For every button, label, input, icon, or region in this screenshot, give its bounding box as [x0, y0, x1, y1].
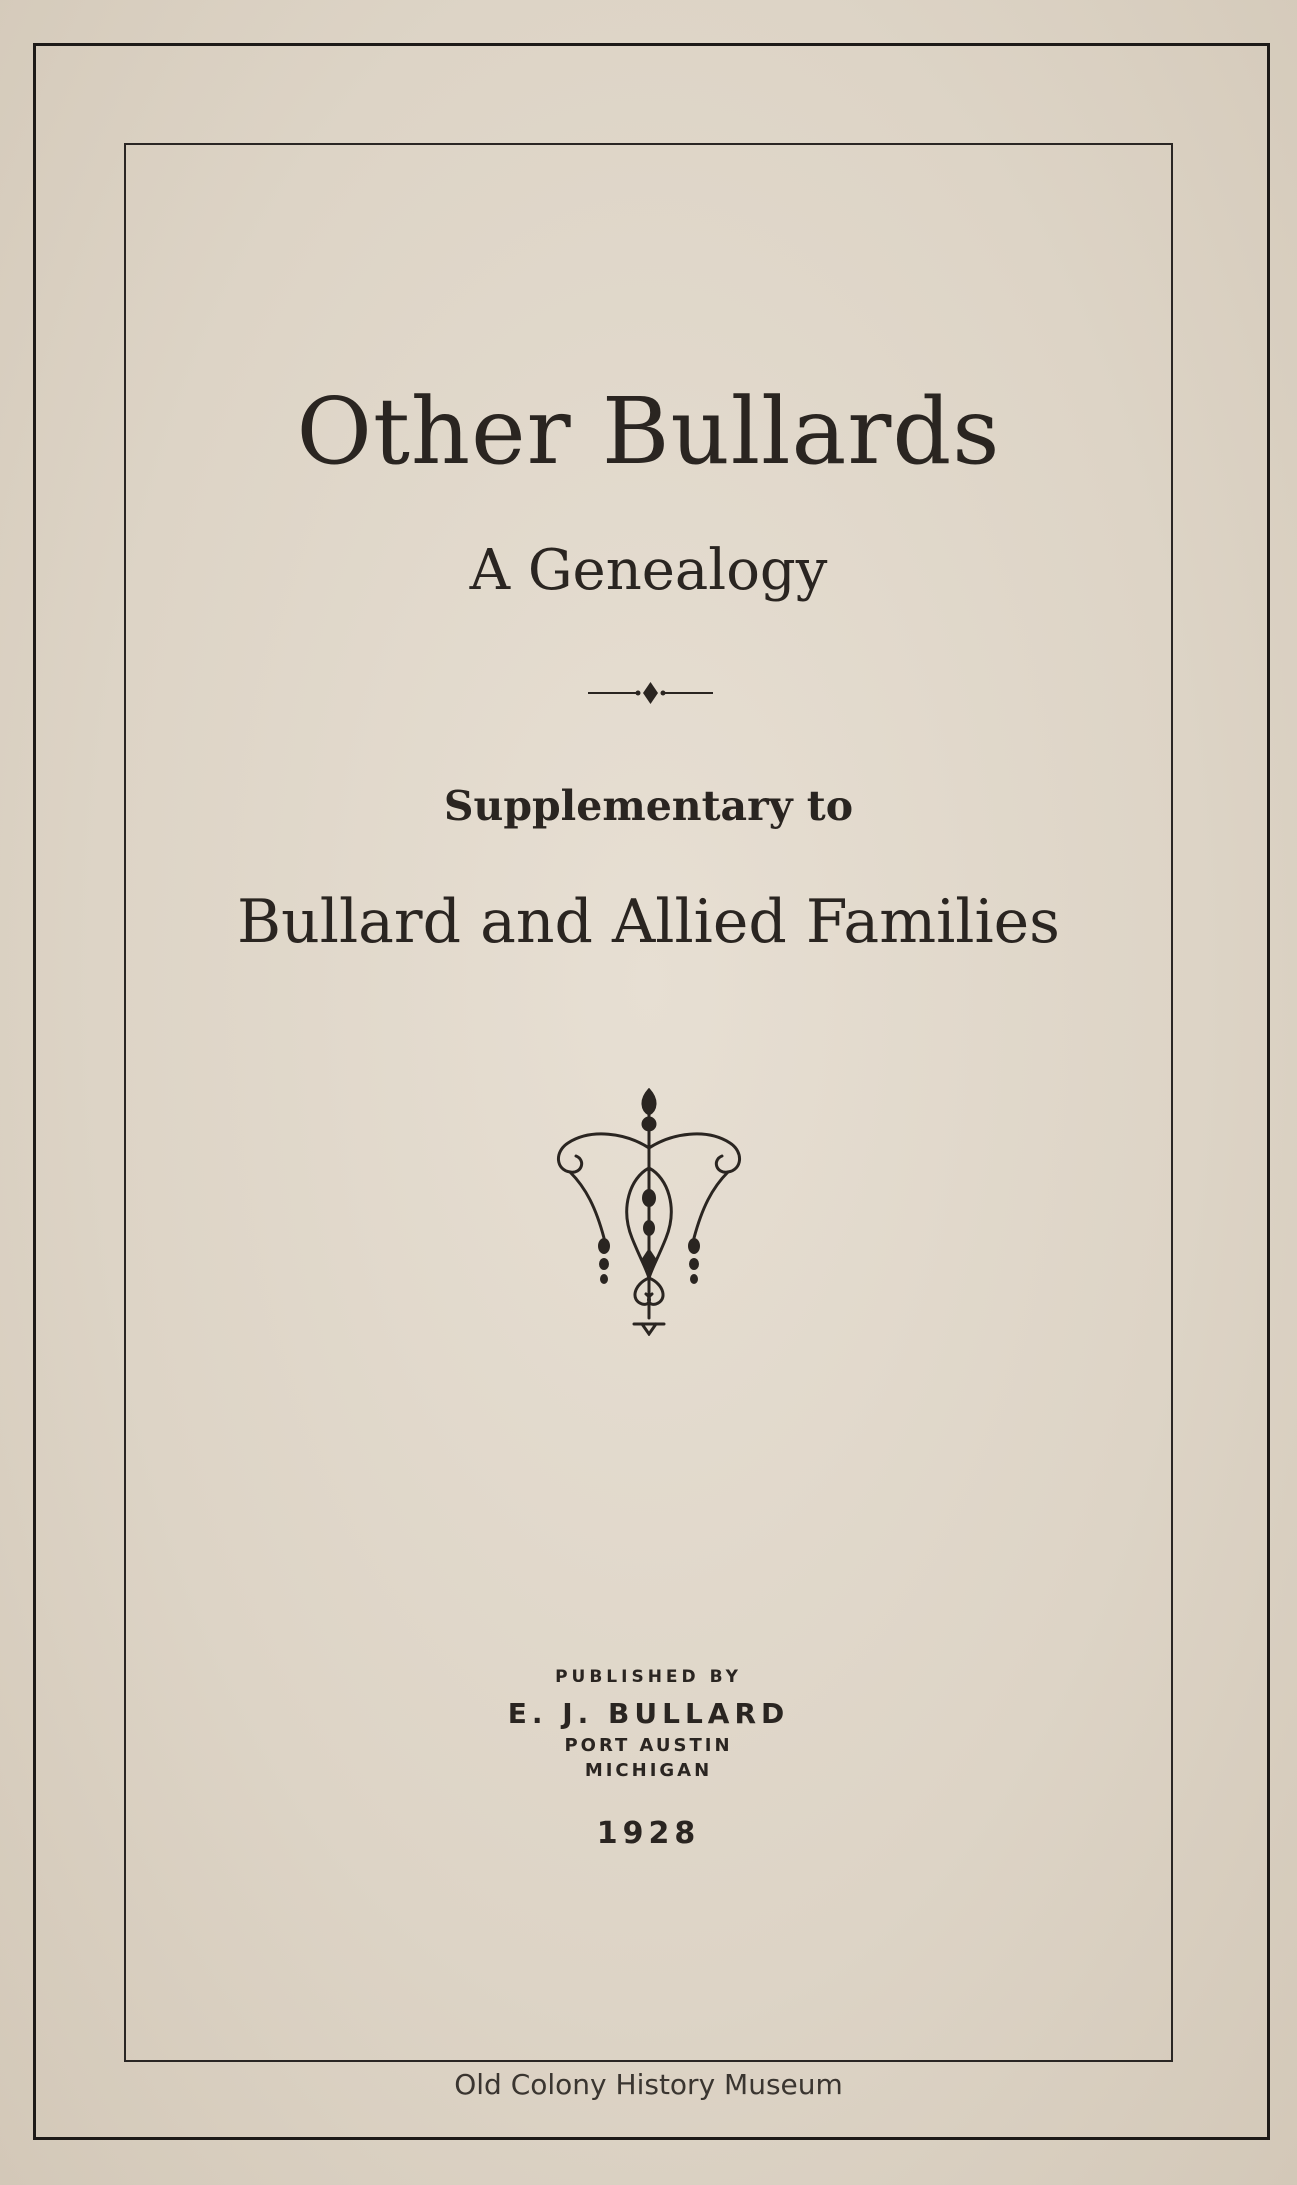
supplementary-line: Supplementary to — [443, 782, 854, 830]
publisher-city: PORT AUSTIN — [564, 1735, 733, 1756]
book-title: Other Bullards — [296, 378, 1001, 485]
publisher-name: E. J. BULLARD — [507, 1697, 790, 1730]
book-subtitle: A Genealogy — [469, 538, 828, 603]
ornamental-rule-icon — [588, 678, 713, 708]
fleur-crest-icon — [546, 1088, 752, 1336]
publisher-state: MICHIGAN — [584, 1760, 713, 1781]
families-title: Bullard and Allied Families — [237, 887, 1060, 957]
published-by-label: PUBLISHED BY — [555, 1667, 742, 1687]
publication-year: 1928 — [596, 1816, 701, 1851]
museum-watermark: Old Colony History Museum — [454, 2068, 843, 2101]
